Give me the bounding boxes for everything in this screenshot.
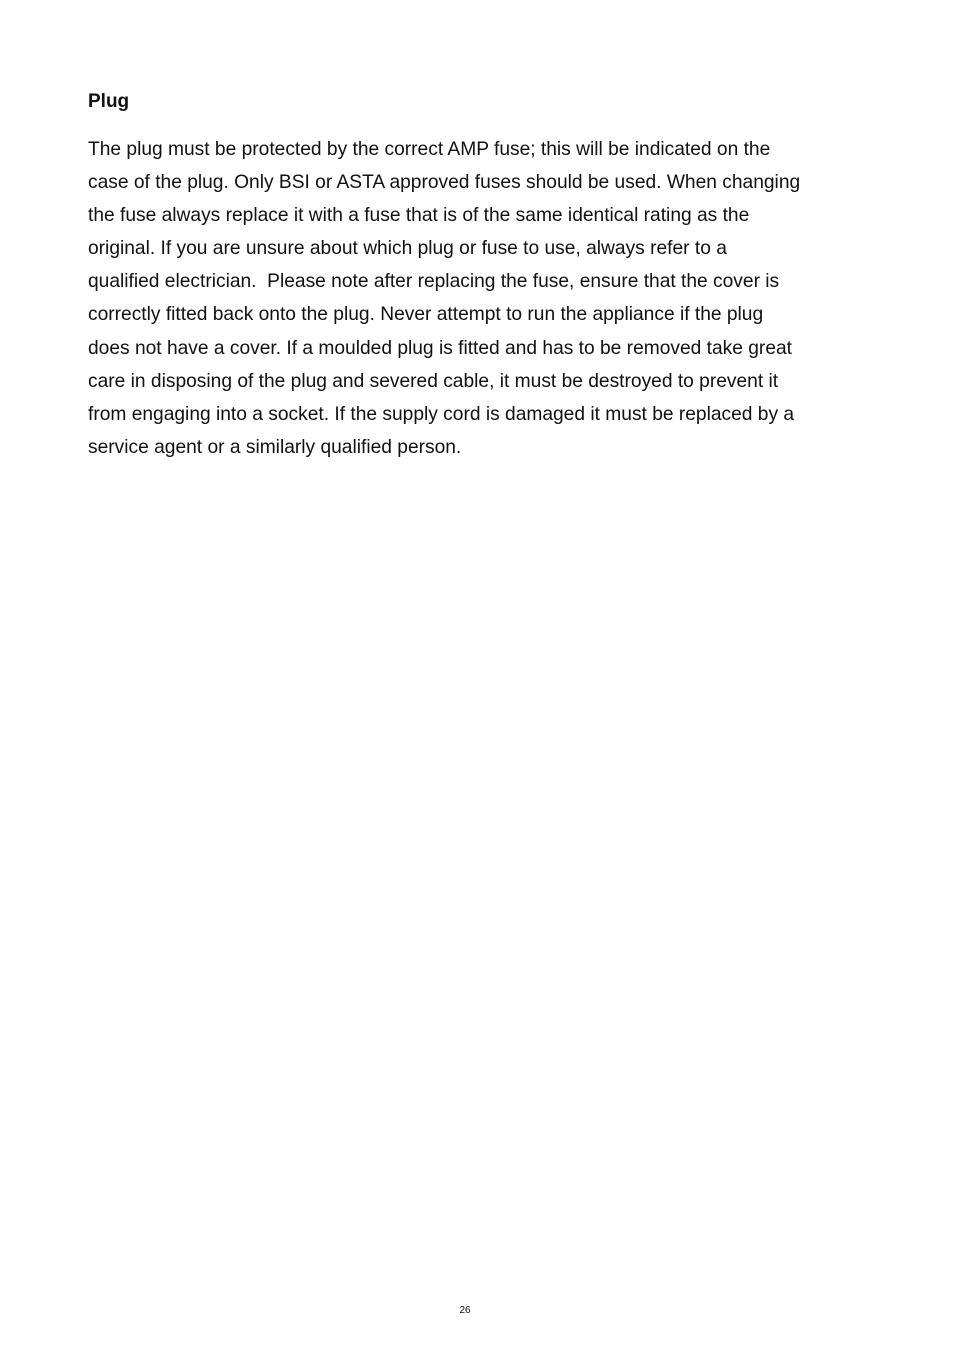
plug-paragraph — [88, 133, 878, 464]
paragraph-line: service agent or a similarly qualified person. — [88, 436, 462, 458]
paragraph-line: from engaging into a socket. If the supply cord is damaged it must be replaced by a — [88, 403, 795, 425]
paragraph-line: the fuse always replace it with a fuse that is of the same identical rating as the — [88, 205, 750, 227]
paragraph-line: correctly fitted back onto the plug. Never attempt to run the appliance if the plug — [88, 304, 764, 326]
paragraph-line: The plug must be protected by the correct AMP fuse; this will be indicated on the — [88, 139, 771, 160]
paragraph-line: care in disposing of the plug and severed cable, it must be destroyed to prevent it — [88, 370, 779, 392]
section-heading: Plug — [88, 91, 130, 112]
page-number: 26 — [459, 1305, 471, 1316]
paragraph-line: original. If you are unsure about which plug or fuse to use, always refer to a — [88, 238, 727, 260]
paragraph-line: qualified electrician. Please note after replacing the fuse, ensure that the cover is — [88, 271, 780, 293]
paragraph-line: case of the plug. Only BSI or ASTA approved fuses should be used. When changing — [88, 172, 801, 194]
paragraph-line: does not have a cover. If a moulded plug is fitted and has to be removed take great — [88, 337, 792, 359]
